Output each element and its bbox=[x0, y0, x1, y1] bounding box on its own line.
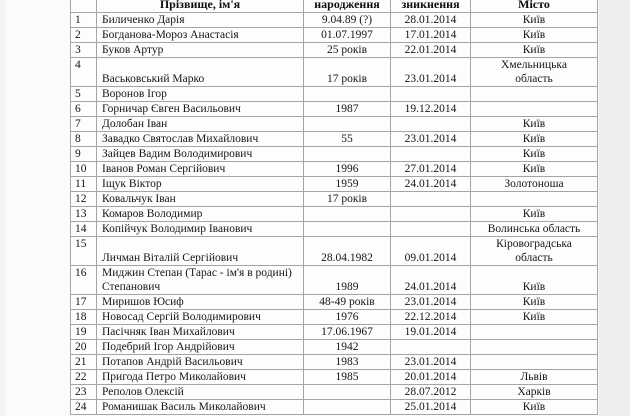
row-number-cell: 7 bbox=[71, 117, 97, 132]
city-cell: Київ bbox=[471, 207, 598, 222]
city-cell: Київ bbox=[471, 162, 598, 177]
birth-cell bbox=[304, 207, 391, 222]
city-cell bbox=[471, 325, 598, 340]
name-cell: Потапов Андрій Васильович bbox=[97, 355, 304, 370]
table-row bbox=[71, 102, 598, 117]
table-body bbox=[71, 13, 598, 415]
row-number-cell: 22 bbox=[71, 370, 97, 385]
disappearance-cell: 24.01.2014 bbox=[391, 177, 471, 192]
birth-cell bbox=[304, 87, 391, 102]
disappearance-cell: 22.01.2014 bbox=[391, 43, 471, 58]
table-row bbox=[71, 117, 598, 132]
city-cell: Київ bbox=[471, 295, 598, 310]
birth-cell: 1942 bbox=[304, 340, 391, 355]
disappearance-cell bbox=[391, 192, 471, 207]
row-number-cell: 20 bbox=[71, 340, 97, 355]
birth-cell: 01.07.1997 bbox=[304, 28, 391, 43]
disappearance-cell: 23.01.2014 bbox=[391, 132, 471, 147]
city-cell bbox=[471, 102, 598, 117]
name-cell: Пасічняк Іван Михайлович bbox=[97, 325, 304, 340]
city-cell: Львів bbox=[471, 370, 598, 385]
disappearance-cell bbox=[391, 340, 471, 355]
row-number-cell: 13 bbox=[71, 207, 97, 222]
table-row bbox=[71, 355, 598, 370]
header-name: Прізвище, ім'я bbox=[97, 0, 304, 13]
birth-cell bbox=[304, 385, 391, 400]
name-cell: Ковальчук Іван bbox=[97, 192, 304, 207]
photo-left-margin bbox=[0, 0, 6, 416]
city-cell: Київ bbox=[471, 310, 598, 325]
birth-cell: 48-49 років bbox=[304, 295, 391, 310]
name-cell: Реполов Олексій bbox=[97, 385, 304, 400]
name-cell: Зайцев Вадим Володимирович bbox=[97, 147, 304, 162]
table-row bbox=[71, 132, 598, 147]
table-row bbox=[71, 192, 598, 207]
city-cell bbox=[471, 87, 598, 102]
row-number-cell: 8 bbox=[71, 132, 97, 147]
birth-cell: 1983 bbox=[304, 355, 391, 370]
disappearance-cell: 24.01.2014 bbox=[391, 266, 471, 295]
city-cell: Кіровоградська область bbox=[471, 237, 598, 266]
disappearance-cell bbox=[391, 117, 471, 132]
row-number-cell: 24 bbox=[71, 400, 97, 415]
header-birth: народження bbox=[304, 0, 391, 13]
disappearance-cell: 17.01.2014 bbox=[391, 28, 471, 43]
name-cell: Іщук Віктор bbox=[97, 177, 304, 192]
name-cell: Пригода Петро Миколайович bbox=[97, 370, 304, 385]
name-cell: Биличенко Дарія bbox=[97, 13, 304, 28]
name-cell: Васьковський Марко bbox=[97, 58, 304, 87]
row-number-cell: 9 bbox=[71, 147, 97, 162]
city-cell: Київ bbox=[471, 117, 598, 132]
birth-cell bbox=[304, 222, 391, 237]
row-number-cell: 11 bbox=[71, 177, 97, 192]
city-cell: Київ bbox=[471, 28, 598, 43]
name-cell: Личман Віталій Сергійович bbox=[97, 237, 304, 266]
birth-cell: 25 років bbox=[304, 43, 391, 58]
table-row bbox=[71, 28, 598, 43]
row-number-cell: 12 bbox=[71, 192, 97, 207]
name-cell: Буков Артур bbox=[97, 43, 304, 58]
row-number-cell: 3 bbox=[71, 43, 97, 58]
disappearance-cell bbox=[391, 207, 471, 222]
disappearance-cell: 28.01.2014 bbox=[391, 13, 471, 28]
table-row bbox=[71, 400, 598, 415]
header-number bbox=[71, 0, 97, 13]
birth-cell: 1985 bbox=[304, 370, 391, 385]
row-number-cell: 23 bbox=[71, 385, 97, 400]
photo-right-margin bbox=[599, 0, 630, 416]
name-cell: Воронов Ігор bbox=[97, 87, 304, 102]
birth-cell: 17.06.1967 bbox=[304, 325, 391, 340]
name-cell: Комаров Володимир bbox=[97, 207, 304, 222]
table-row bbox=[71, 370, 598, 385]
birth-cell: 55 bbox=[304, 132, 391, 147]
table-header bbox=[71, 0, 598, 13]
name-cell: Романишак Василь Миколайович bbox=[97, 400, 304, 415]
name-cell: Миджин Степан (Тарас - ім'я в родині) Степанович bbox=[97, 266, 304, 295]
disappearance-cell: 09.01.2014 bbox=[391, 237, 471, 266]
table-row bbox=[71, 310, 598, 325]
table-row bbox=[71, 266, 598, 295]
table-row bbox=[71, 147, 598, 162]
birth-cell: 1987 bbox=[304, 102, 391, 117]
row-number-cell: 2 bbox=[71, 28, 97, 43]
table-row bbox=[71, 385, 598, 400]
birth-cell: 9.04.89 (?) bbox=[304, 13, 391, 28]
name-cell: Копійчук Володимир Іванович bbox=[97, 222, 304, 237]
header-row bbox=[71, 0, 598, 13]
table-row bbox=[71, 43, 598, 58]
city-cell: Харків bbox=[471, 385, 598, 400]
disappearance-cell: 23.01.2014 bbox=[391, 355, 471, 370]
birth-cell: 17 років bbox=[304, 192, 391, 207]
row-number-cell: 15 bbox=[71, 237, 97, 266]
header-disappearance: зникнення bbox=[391, 0, 471, 13]
row-number-cell: 18 bbox=[71, 310, 97, 325]
row-number-cell: 1 bbox=[71, 13, 97, 28]
table-row bbox=[71, 340, 598, 355]
disappearance-cell: 20.01.2014 bbox=[391, 370, 471, 385]
city-cell: Київ bbox=[471, 400, 598, 415]
disappearance-cell: 23.01.2014 bbox=[391, 295, 471, 310]
city-cell: Київ bbox=[471, 266, 598, 295]
birth-cell: 1959 bbox=[304, 177, 391, 192]
disappearance-cell: 19.01.2014 bbox=[391, 325, 471, 340]
table-row bbox=[71, 207, 598, 222]
disappearance-cell: 19.12.2014 bbox=[391, 102, 471, 117]
row-number-cell: 16 bbox=[71, 266, 97, 295]
header-city: Місто bbox=[471, 0, 598, 13]
birth-cell: 17 років bbox=[304, 58, 391, 87]
city-cell: Київ bbox=[471, 147, 598, 162]
name-cell: Подебрий Ігор Андрійович bbox=[97, 340, 304, 355]
table-row bbox=[71, 87, 598, 102]
table-row bbox=[71, 177, 598, 192]
city-cell bbox=[471, 340, 598, 355]
city-cell: Волинська область bbox=[471, 222, 598, 237]
row-number-cell: 4 bbox=[71, 58, 97, 87]
name-cell: Новосад Сергій Володимирович bbox=[97, 310, 304, 325]
name-cell: Горничар Євген Васильович bbox=[97, 102, 304, 117]
birth-cell bbox=[304, 147, 391, 162]
name-cell: Завадко Святослав Михайлович bbox=[97, 132, 304, 147]
birth-cell bbox=[304, 400, 391, 415]
birth-cell: 1996 bbox=[304, 162, 391, 177]
birth-cell: 1989 bbox=[304, 266, 391, 295]
name-cell: Долобан Іван bbox=[97, 117, 304, 132]
disappearance-cell: 22.12.2014 bbox=[391, 310, 471, 325]
city-cell: Київ bbox=[471, 43, 598, 58]
city-cell: Золотоноша bbox=[471, 177, 598, 192]
row-number-cell: 5 bbox=[71, 87, 97, 102]
disappearance-cell: 28.07.2012 bbox=[391, 385, 471, 400]
name-cell: Миришов Юсиф bbox=[97, 295, 304, 310]
disappearance-cell: 25.01.2014 bbox=[391, 400, 471, 415]
table-row bbox=[71, 162, 598, 177]
city-cell: Хмельницька область bbox=[471, 58, 598, 87]
disappearance-cell bbox=[391, 147, 471, 162]
name-cell: Богданова-Мороз Анастасія bbox=[97, 28, 304, 43]
missing-persons-table bbox=[70, 0, 598, 415]
city-cell bbox=[471, 355, 598, 370]
row-number-cell: 6 bbox=[71, 102, 97, 117]
row-number-cell: 21 bbox=[71, 355, 97, 370]
table-row bbox=[71, 58, 598, 87]
table-row bbox=[71, 13, 598, 28]
disappearance-cell bbox=[391, 222, 471, 237]
disappearance-cell bbox=[391, 87, 471, 102]
table-row bbox=[71, 325, 598, 340]
name-cell: Іванов Роман Сергійович bbox=[97, 162, 304, 177]
row-number-cell: 14 bbox=[71, 222, 97, 237]
birth-cell: 28.04.1982 bbox=[304, 237, 391, 266]
table-row bbox=[71, 237, 598, 266]
disappearance-cell: 23.01.2014 bbox=[391, 58, 471, 87]
birth-cell bbox=[304, 117, 391, 132]
disappearance-cell: 27.01.2014 bbox=[391, 162, 471, 177]
table-row bbox=[71, 222, 598, 237]
city-cell: Київ bbox=[471, 132, 598, 147]
row-number-cell: 19 bbox=[71, 325, 97, 340]
birth-cell: 1976 bbox=[304, 310, 391, 325]
row-number-cell: 17 bbox=[71, 295, 97, 310]
row-number-cell: 10 bbox=[71, 162, 97, 177]
table-row bbox=[71, 295, 598, 310]
city-cell bbox=[471, 192, 598, 207]
city-cell: Київ bbox=[471, 13, 598, 28]
